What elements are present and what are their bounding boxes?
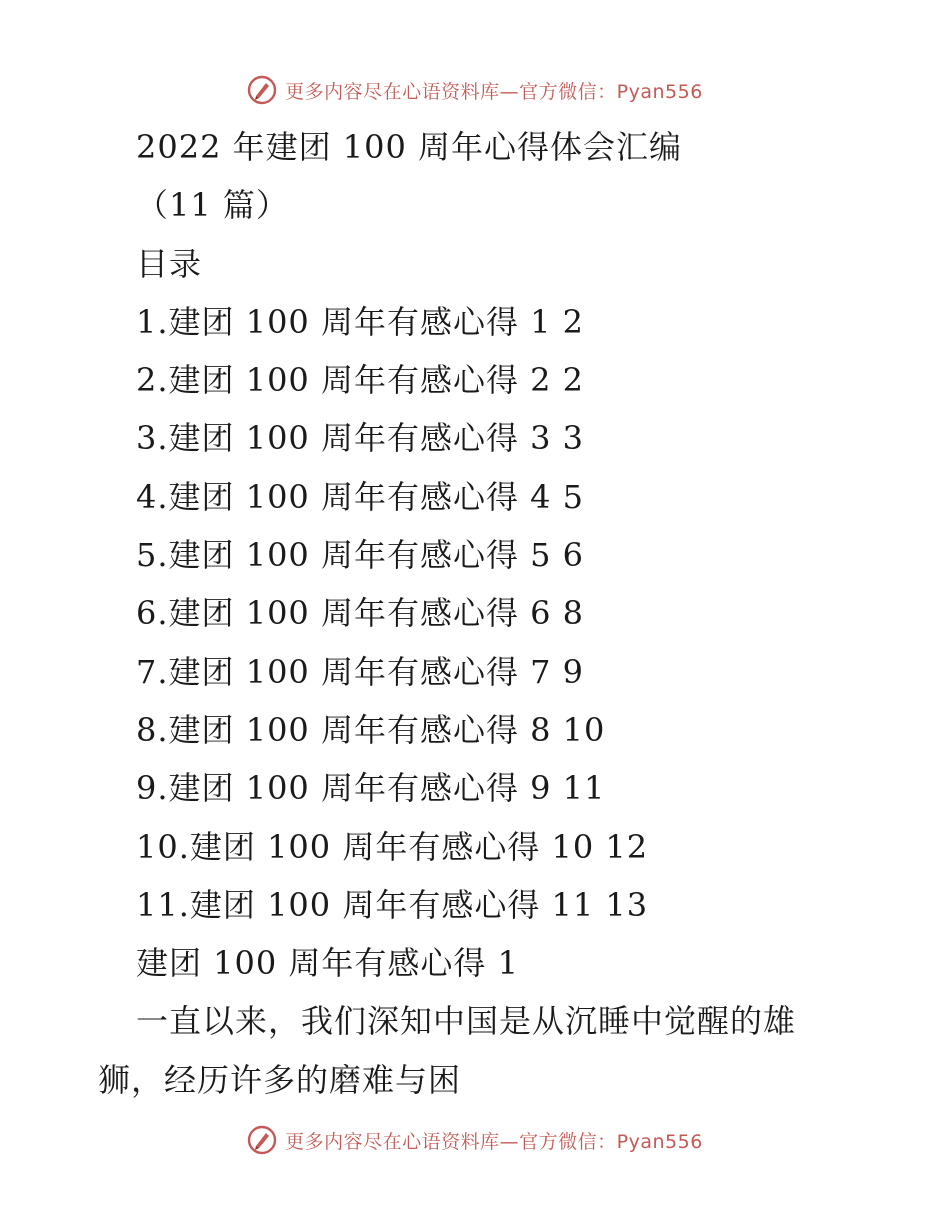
toc-item: 3.建团 100 周年有感心得 3 3 xyxy=(136,419,585,458)
toc-item: 1.建团 100 周年有感心得 1 2 xyxy=(136,302,585,341)
toc-item: 8.建团 100 周年有感心得 8 10 xyxy=(136,710,606,749)
toc-item: 5.建团 100 周年有感心得 5 6 xyxy=(136,536,585,575)
toc-item: 10.建团 100 周年有感心得 10 12 xyxy=(136,827,649,866)
pen-logo-icon xyxy=(247,1125,277,1155)
pen-logo-icon xyxy=(247,75,277,105)
toc-item: 6.建团 100 周年有感心得 6 8 xyxy=(136,594,585,633)
toc-item: 7.建团 100 周年有感心得 7 9 xyxy=(136,652,585,691)
watermark-text: 更多内容尽在心语资料库—官方微信：Pyan556 xyxy=(285,1130,703,1153)
toc-heading: 目录 xyxy=(136,244,203,283)
toc-item: 9.建团 100 周年有感心得 9 11 xyxy=(136,769,606,808)
body-paragraph: 一直以来，我们深知中国是从沉睡中觉醒的雄狮，经历许多的磨难与困 xyxy=(98,1002,797,1099)
header-watermark xyxy=(0,70,950,110)
document-subtitle: （11 篇） xyxy=(136,186,289,225)
section-heading: 建团 100 周年有感心得 1 xyxy=(136,944,519,983)
toc-item: 2.建团 100 周年有感心得 2 2 xyxy=(136,361,585,400)
toc-item: 11.建团 100 周年有感心得 11 13 xyxy=(136,885,649,924)
table-of-contents xyxy=(98,293,858,934)
document-body xyxy=(98,118,858,1109)
footer-watermark xyxy=(0,1120,950,1160)
watermark-text: 更多内容尽在心语资料库—官方微信：Pyan556 xyxy=(285,80,703,103)
toc-item: 4.建团 100 周年有感心得 4 5 xyxy=(136,477,585,516)
document-title: 2022 年建团 100 周年心得体会汇编 xyxy=(136,128,683,166)
